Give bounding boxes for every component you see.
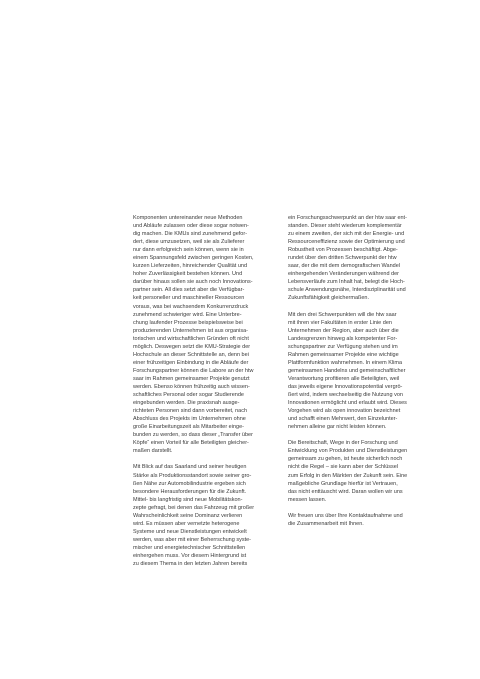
text-line: torischen und wirtschaftlichen Gründen oft nicht (133, 335, 249, 342)
text-line: saar im Rahmen gemeinsamer Projekte genutzt (133, 375, 250, 382)
text-line: Stärke als Produktionsstandort sowie seiner gro- (133, 472, 252, 479)
text-line: werden, was aber mit einer Beherrschung syste- (133, 536, 251, 543)
text-line: Verantwortung profitieren alle Beteiligten, weil (288, 375, 400, 382)
text-line: Die Bereitschaft, Wege in der Forschung und (288, 440, 398, 447)
text-line: Robustheit von Prozessen beschäftigt. Abge- (288, 247, 398, 254)
body-paragraph (288, 512, 456, 528)
text-line: Landesgrenzen hinweg als kompetenter For- (288, 335, 398, 342)
text-line: gemeinsam zu gehen, ist heute sicherlich noch (288, 456, 403, 463)
text-line: einem Spannungsfeld zwischen geringen Kosten, (133, 255, 254, 262)
text-line: und Abläufe zulassen oder diese sogar notwen- (133, 223, 249, 230)
text-line: mischer und energietechnischer Schnittstellen (133, 544, 246, 551)
text-line: messen lassen. (288, 496, 327, 503)
text-line: nehmen alleine gar nicht leisten können. (288, 424, 387, 431)
text-line: schungspartner zur Verfügung stehen und im (288, 343, 398, 350)
text-line: zepte gefragt, bei denen das Fahrzeug mit großer (133, 504, 255, 511)
body-paragraph (288, 311, 456, 432)
text-line: zunehmend schwieriger wird. Eine Unterbre- (133, 311, 242, 318)
text-line: Abschluss des Projekts im Unternehmen ohne (133, 416, 246, 423)
text-line: werden. Ebenso können frühzeitig auch wissen- (133, 383, 250, 390)
text-line: dert, diese umzusetzen, weil sie als Zulieferer (133, 239, 245, 246)
text-line: Systeme und neue Dienstleistungen entwickelt (133, 528, 247, 535)
text-line: besondere Herausforderungen für die Zukunft. (133, 488, 247, 495)
text-line: Ressourceneffizienz sowie der Optimierung und (288, 239, 405, 246)
text-line: Mit den drei Schwerpunkten will die htw saar (288, 311, 397, 318)
text-line: eingebunden werden. Die praxisnah ausge- (133, 400, 240, 407)
paragraph-spacer (288, 303, 456, 311)
text-line: zu einem zweiten, der sich mit der Energie- und (288, 231, 405, 238)
text-line: keit personeller und maschineller Ressourcen (133, 295, 245, 302)
text-line: und schafft einen Mehrwert, den Einzelunter- (288, 416, 398, 423)
text-line: Wahrscheinlichkeit seine Dominanz verlieren (133, 512, 243, 519)
text-line: einhergehenden Veränderungen während der (288, 271, 400, 278)
left-text-column (133, 214, 301, 568)
text-line: möglich. Deswegen setzt die KMU-Strategie der (133, 343, 251, 350)
text-line: wird. Es müssen aber vernetzte heterogene (133, 520, 240, 527)
text-line: maßen darstellt. (133, 448, 173, 455)
paragraph-spacer (288, 431, 456, 439)
text-line: ßert wird, indem wechselseitig die Nutzung von (288, 392, 403, 399)
text-line: Mit Blick auf das Saarland und seiner heutigen (133, 464, 247, 471)
text-line: ßen Nähe zur Automobilindustrie ergeben sich (133, 480, 246, 487)
text-line: produzierenden Unternehmen ist aus organisa- (133, 327, 248, 334)
text-line: Zukunftsfähigkeit gleichermaßen. (288, 295, 370, 302)
body-paragraph (288, 439, 456, 503)
text-line: partner sein. All dies setzt aber die Verfügbar- (133, 287, 245, 294)
text-line: rundet über den dritten Schwerpunkt der htw (288, 255, 397, 262)
text-line: einhergehen muss. Vor diesem Hintergrund ist (133, 552, 247, 559)
body-paragraph (133, 463, 301, 568)
text-line: Komponenten untereinander neue Methoden (133, 215, 243, 221)
text-line: Mittel- bis langfristig sind neue Mobilitätskon- (133, 496, 243, 503)
text-line: hoher Zuverlässigkeit bestehen können. Und (133, 271, 243, 278)
text-line: einer frühzeitigen Einbindung in die Abläufe der (133, 359, 249, 366)
body-paragraph (288, 214, 456, 303)
text-line: schaftliches Personal oder sogar Studierende (133, 392, 244, 399)
text-line: nur dann erfolgreich sein können, wenn sie in (133, 247, 244, 254)
paragraph-spacer (288, 504, 456, 512)
text-line: mit ihren vier Fakultäten in erster Linie den (288, 319, 392, 326)
text-line: Plattformfunktion wahrnehmen. In einem Klima (288, 359, 403, 366)
text-line: chung laufender Prozesse beispielsweise bei (133, 319, 243, 326)
text-line: Wir freuen uns über Ihre Kontaktaufnahme und (288, 512, 403, 519)
text-line: dig machen. Die KMUs sind zunehmend gefor- (133, 231, 248, 238)
text-line: standen. Dieser steht wiederum komplementär (288, 223, 402, 230)
text-line: richteten Personen sind dann vorbereitet, nach (133, 408, 248, 415)
text-line: das nicht enttäuscht wird. Daran wollen wir uns (288, 488, 403, 495)
text-line: Hochschule an dieser Schnittstelle an, denn bei (133, 351, 249, 358)
right-text-column (288, 214, 456, 528)
text-line: ein Forschungsschwerpunkt an der htw saar ent- (288, 215, 407, 221)
text-line: bunden zu werden, so dass dieser „Transfer über (133, 432, 253, 439)
text-line: kurzen Lieferzeiten, hinreichender Qualität und (133, 263, 248, 270)
text-line: Köpfe“ einen Vorteil für alle Beteiligten gleicher- (133, 440, 249, 447)
text-line: Entwicklung von Produkten und Dienstleistungen (288, 448, 408, 455)
text-line: Innovationen ermöglicht und erlaubt wird. Dieses (288, 400, 407, 407)
text-line: große Einarbeitungszeit als Mitarbeiter einge- (133, 424, 244, 431)
paragraph-spacer (133, 455, 301, 463)
text-line: Unternehmen der Region, aber auch über die (288, 327, 399, 334)
text-line: Lebensverläufe zum Inhalt hat, belegt die Hoch- (288, 279, 405, 286)
text-line: zu diesem Thema in den letzten Jahren bereits (133, 561, 248, 568)
text-line: darüber hinaus sollen sie auch noch Innovations- (133, 279, 253, 286)
text-line: voraus, was bei wachsendem Konkurrenzdruck (133, 303, 249, 310)
text-line: die Zusammenarbeit mit Ihnen. (288, 520, 364, 527)
text-line: schule Anwendungsnähe, Interdisziplinarität und (288, 287, 406, 294)
text-line: maßgebliche Grundlage hierfür ist Vertrauen, (288, 480, 398, 487)
text-line: Vorgehen wird als open innovation bezeichnet (288, 408, 401, 415)
body-paragraph (133, 214, 301, 455)
text-line: Forschungspartner können die Labore an der htw (133, 367, 254, 374)
text-line: Rahmen gemeinsamer Projekte eine wichtige (288, 351, 399, 358)
text-line: zum Erfolg in den Märkten der Zukunft sein. Eine (288, 472, 408, 479)
text-line: saar, der die mit dem demografischen Wandel (288, 263, 400, 270)
text-line: gemeinsamen Handelns und gemeinschaftlicher (288, 367, 406, 374)
text-line: das jeweils eigene Innovationspotential vergrö- (288, 383, 403, 390)
text-line: nicht die Regel – sie kann aber der Schlüssel (288, 464, 399, 471)
